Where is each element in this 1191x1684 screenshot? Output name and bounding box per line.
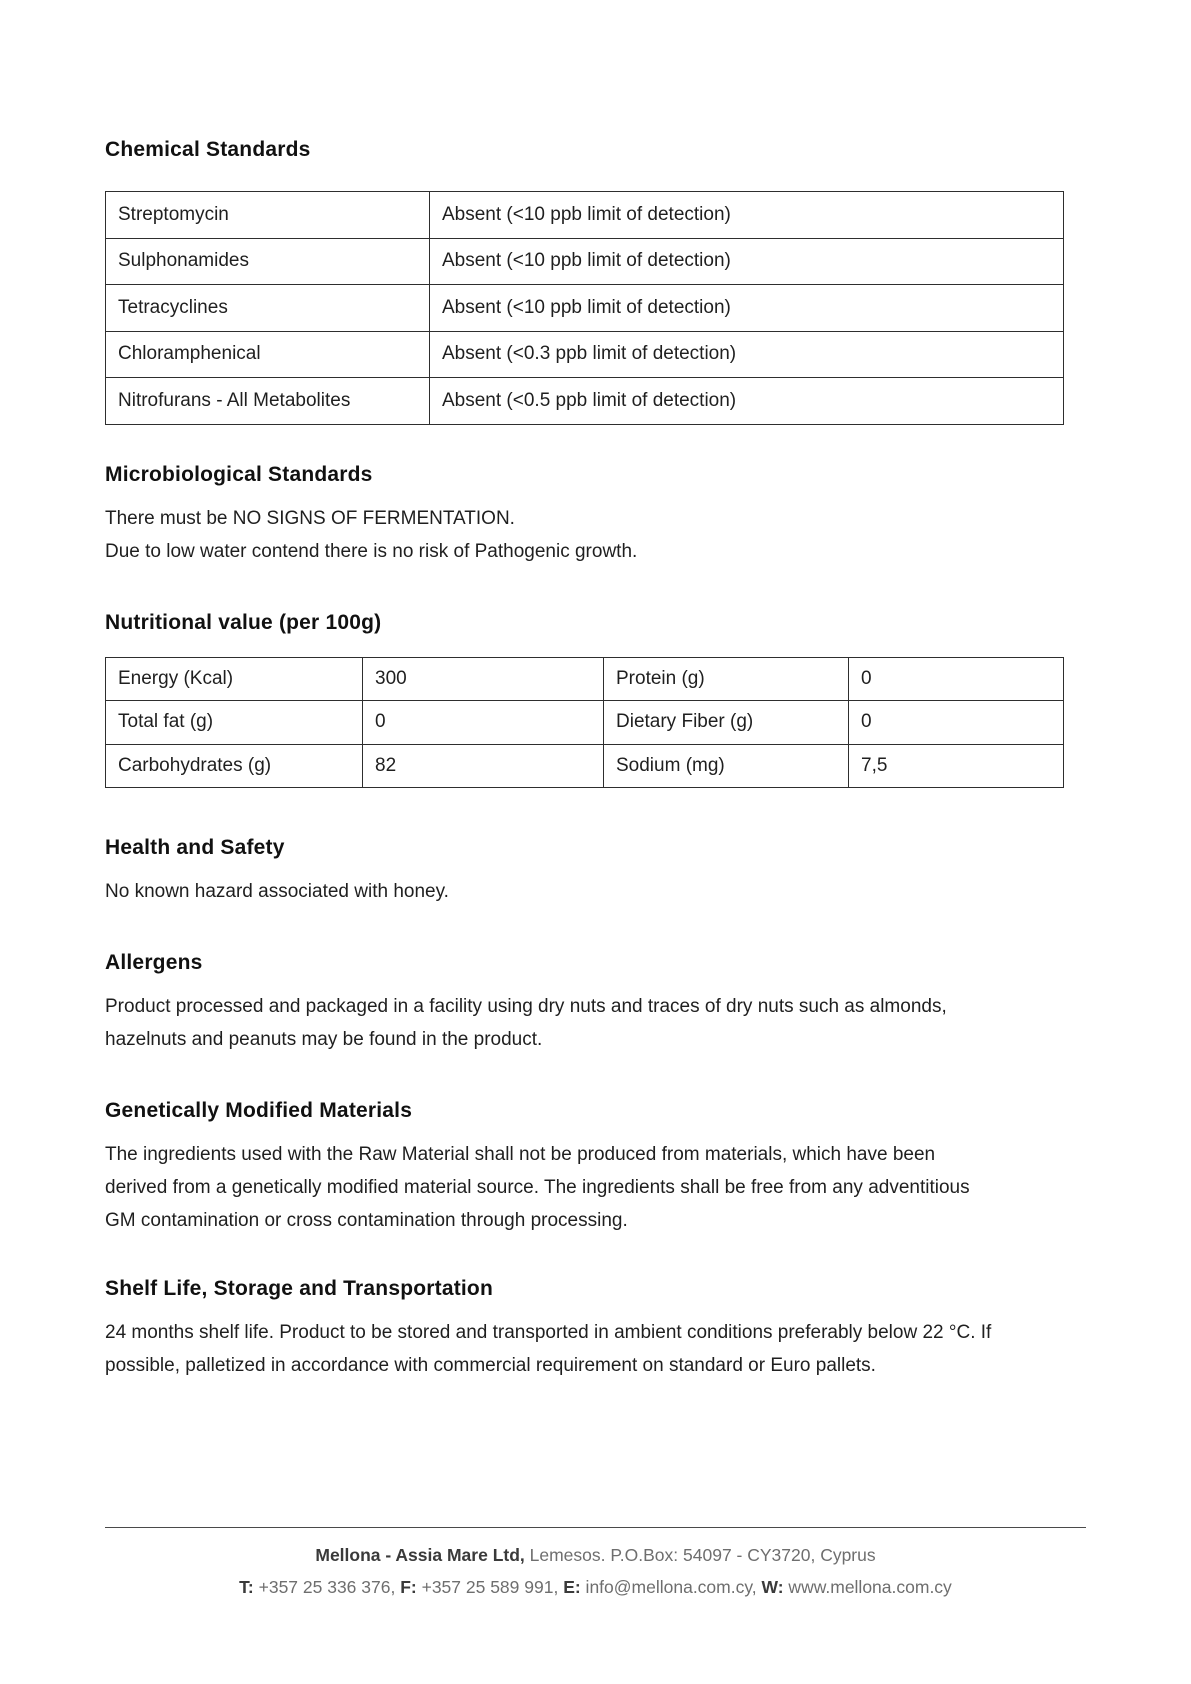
table-cell: Absent (<0.5 ppb limit of detection) — [430, 378, 1064, 425]
health-and-safety-title: Health and Safety — [105, 836, 285, 859]
table-cell: 7,5 — [849, 744, 1064, 788]
microbiological-paragraph-1: There must be NO SIGNS OF FERMENTATION. — [105, 507, 515, 529]
footer-text: Lemesos. P.O.Box: 54097 - CY3720, Cyprus — [524, 1545, 876, 1565]
table-cell: Energy (Kcal) — [106, 657, 363, 701]
table-cell: 300 — [363, 657, 604, 701]
section-allergens — [105, 951, 1063, 1056]
table-cell: Absent (<10 ppb limit of detection) — [430, 238, 1064, 285]
table-row — [106, 192, 1064, 239]
shelf-life-paragraph: 24 months shelf life. Product to be stored and transported in ambient conditions preferably below 22 °C. If possible, palletized in accordance with commercial requirement on standard or Euro pallets. — [105, 1322, 992, 1376]
footer-label: E: — [563, 1577, 581, 1597]
footer-label: F: — [400, 1577, 417, 1597]
table-cell: Tetracyclines — [106, 285, 430, 332]
table-cell: Protein (g) — [604, 657, 849, 701]
table-cell: Nitrofurans - All Metabolites — [106, 378, 430, 425]
health-and-safety-paragraph: No known hazard associated with honey. — [105, 881, 449, 902]
microbiological-standards-title: Microbiological Standards — [105, 462, 373, 486]
page-footer — [105, 1527, 1086, 1603]
allergens-title: Allergens — [105, 951, 203, 974]
table-row — [106, 331, 1064, 378]
section-microbiological-standards — [105, 463, 1063, 568]
table-cell: Streptomycin — [106, 192, 430, 239]
footer-text: +357 25 589 991, — [416, 1577, 564, 1597]
table-cell: Total fat (g) — [106, 701, 363, 745]
chemical-standards-table — [105, 191, 1064, 425]
footer-text: www.mellona.com.cy — [783, 1577, 952, 1597]
table-cell: Dietary Fiber (g) — [604, 701, 849, 745]
table-row — [106, 701, 1064, 745]
shelf-life-title: Shelf Life, Storage and Transportation — [105, 1277, 493, 1300]
table-row — [106, 238, 1064, 285]
table-cell: 0 — [363, 701, 604, 745]
table-row — [106, 378, 1064, 425]
chemical-standards-title: Chemical Standards — [105, 138, 311, 161]
section-nutritional-value — [105, 611, 1063, 789]
section-genetically-modified-materials — [105, 1099, 1063, 1237]
table-cell: Sodium (mg) — [604, 744, 849, 788]
footer-label: Mellona - Assia Mare Ltd, — [315, 1545, 525, 1565]
microbiological-paragraph-2: Due to low water contend there is no risk of Pathogenic growth. — [105, 540, 638, 562]
section-chemical-standards — [105, 138, 1063, 425]
document-content — [105, 138, 1063, 1382]
table-row — [106, 285, 1064, 332]
nutritional-value-table — [105, 657, 1064, 789]
table-cell: 0 — [849, 657, 1064, 701]
section-shelf-life-storage-transportation — [105, 1277, 1063, 1382]
table-cell: Absent (<10 ppb limit of detection) — [430, 192, 1064, 239]
genetically-modified-materials-title: Genetically Modified Materials — [105, 1099, 413, 1122]
allergens-paragraph: Product processed and packaged in a facility using dry nuts and traces of dry nuts such as almonds, hazelnuts and peanuts may be found in the product. — [105, 996, 947, 1050]
table-cell: Absent (<0.3 ppb limit of detection) — [430, 331, 1064, 378]
table-cell: 0 — [849, 701, 1064, 745]
table-row — [106, 657, 1064, 701]
section-health-and-safety — [105, 836, 1063, 908]
table-cell: Carbohydrates (g) — [106, 744, 363, 788]
table-row — [106, 744, 1064, 788]
table-cell: Sulphonamides — [106, 238, 430, 285]
footer-contact-line — [105, 1571, 1086, 1603]
footer-label: T: — [239, 1577, 254, 1597]
table-cell: 82 — [363, 744, 604, 788]
genetically-modified-materials-paragraph: The ingredients used with the Raw Material shall not be produced from materials, which have been derived from a genetically modified material source. The ingredients shall be free from any adventitious GM contamination or cross contamination through processing. — [105, 1144, 970, 1231]
nutritional-value-title: Nutritional value (per 100g) — [105, 610, 382, 634]
footer-label: W: — [761, 1577, 784, 1597]
footer-address-line — [105, 1539, 1086, 1571]
table-cell: Absent (<10 ppb limit of detection) — [430, 285, 1064, 332]
footer-text: info@mellona.com.cy, — [580, 1577, 762, 1597]
table-cell: Chloramphenical — [106, 331, 430, 378]
footer-text: +357 25 336 376, — [253, 1577, 401, 1597]
